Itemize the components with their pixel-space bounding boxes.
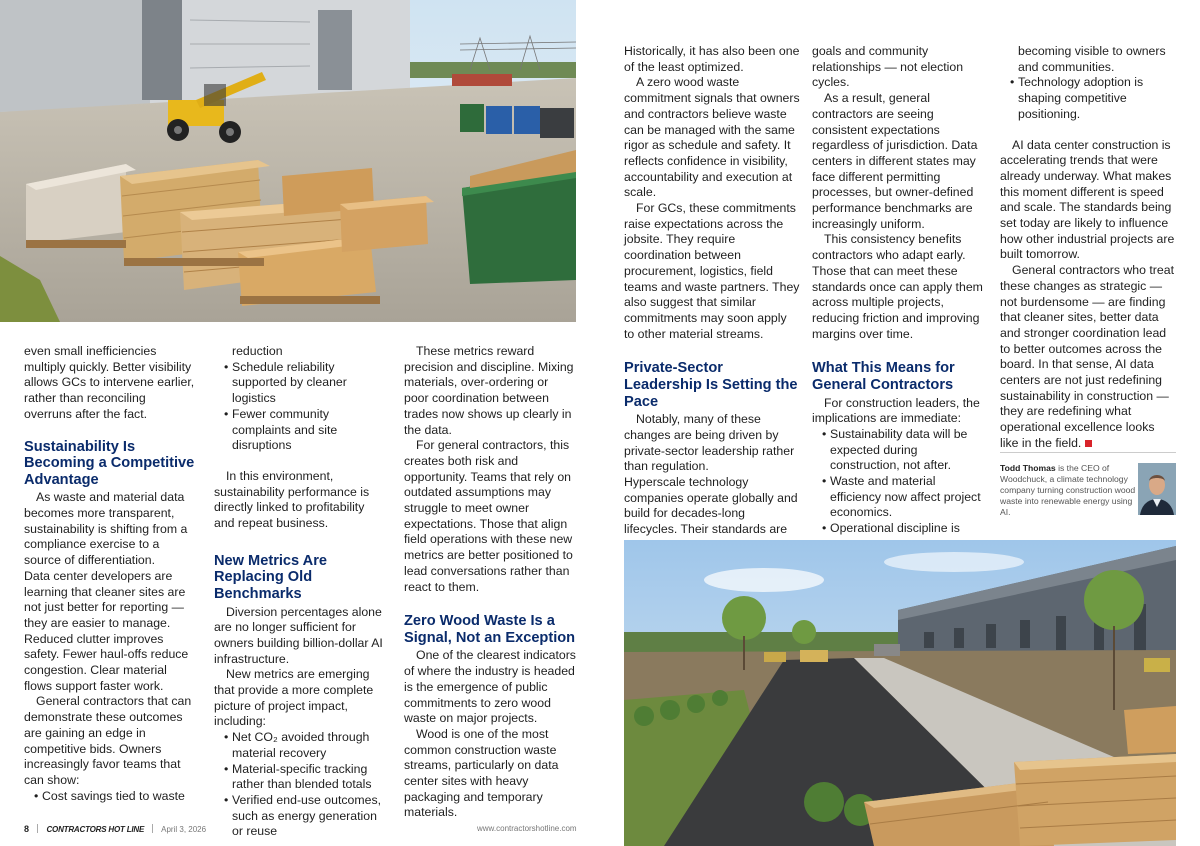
bullet-item: • Schedule reliability supported by cleaner logistics xyxy=(214,360,386,407)
bullet-item: • Verified end-use outcomes, such as energy generation or reuse xyxy=(214,793,386,840)
paragraph: Diversion percentages alone are no longer sufficient for owners building billion-dollar AI infrastructure. xyxy=(214,604,383,666)
section-heading: Zero Wood Waste Is a Signal, Not an Exception xyxy=(404,613,576,646)
paragraph: In this environment, sustainability performance is directly linked to profitability and repeat business. xyxy=(214,468,370,531)
page-number: 8 xyxy=(24,824,30,834)
bullet-item: • Operational discipline is xyxy=(812,521,984,537)
paragraph: even small inefficiencies multiply quickly. Better visibility allows GCs to intervene earlier, rather than reconciling overruns after the fact. xyxy=(24,344,195,421)
divider xyxy=(152,824,153,833)
paragraph: Notably, many of these changes are being driven by private-sector leadership rather than regulation. xyxy=(624,412,795,474)
magazine-logo: CONTRACTORS HOT LINE xyxy=(46,825,145,834)
paragraph: One of the clearest indicators of where the industry is headed is the emergence of public commitments to zero wood waste on major projects. xyxy=(404,648,576,726)
paragraph: Data center developers are learning that cleaner sites are not just better for reporting — they are easier to manage. Reduced clutter improves safety. Fewer haul-offs reduce congestion. Clear material flows support faster work. xyxy=(24,568,189,693)
paragraph: Wood is one of the most common construction waste streams, particularly on data center sites with heavy packaging and temporary materials. xyxy=(404,726,559,820)
paragraph: As waste and material data becomes more transparent, sustainability is shifting from a compliance exercise to a source of differentiation. xyxy=(24,490,188,568)
paragraph: General contractors that can demonstrate these outcomes are gaining an edge in competitive bids. Owners increasingly favor teams that can show: xyxy=(24,694,192,787)
section-heading: Sustainability Is Becoming a Competitive Advantage xyxy=(24,438,195,488)
author-bio xyxy=(1000,463,1176,519)
left-column-3 xyxy=(404,344,576,821)
author-name: Todd Thomas xyxy=(1000,463,1056,473)
end-of-article-mark xyxy=(1085,440,1092,447)
footer-url[interactable]: www.contractorshotline.com xyxy=(477,824,577,833)
right-column-1 xyxy=(624,44,800,569)
section-heading: Private-Sector Leadership Is Setting the Pace xyxy=(624,360,798,410)
paragraph: Historically, it has also been one of the least optimized. xyxy=(624,44,800,74)
paragraph: New metrics are emerging that provide a more complete picture of project impact, including: xyxy=(214,667,374,729)
author-headshot xyxy=(1138,463,1176,515)
left-footer xyxy=(24,824,206,834)
author-description: is the CEO of Woodchuck, a climate technology company turning construction wood waste into renewable energy using AI. xyxy=(1000,463,1136,517)
paragraph: For construction leaders, the implications are immediate: xyxy=(812,395,980,426)
bio-divider xyxy=(1000,452,1176,453)
bullet-item: • Net CO₂ avoided through material recovery xyxy=(214,730,386,761)
bullet-item: • Fewer community complaints and site disruptions xyxy=(214,407,386,454)
paragraph: For general contractors, this creates both risk and opportunity. Teams that rely on outdated assumptions may struggle to meet owner expectations. Those that align field operations with these new metrics are better positioned to lead conversations rather than react to them. xyxy=(404,438,573,594)
bullet-item: becoming visible to owners and communities. xyxy=(1018,44,1166,74)
bullet-item: • Sustainability data will be expected during construction, not after. xyxy=(812,427,984,474)
paragraph: AI data center construction is accelerating trends that were already underway. What makes this moment different is speed and scale. The standards being set today are likely to influence how other industrial projects are built tomorrow. xyxy=(1000,137,1175,262)
bio-text xyxy=(1000,463,1136,518)
paragraph: goals and community relationships — not election cycles. xyxy=(812,44,964,90)
paragraph: A zero wood waste commitment signals that owners and contractors believe waste can be managed with the same rigor as schedule and safety. It reflects confidence in visibility, accountability and execution at scale. xyxy=(624,75,800,200)
paragraph: This consistency benefits contractors who adapt early. Those that can meet these standards once can apply them across multiple projects, reducing friction and improving margins over time. xyxy=(812,232,983,341)
bullet-item: • Technology adoption is shaping competitive positioning. xyxy=(1000,75,1176,122)
left-column-1 xyxy=(24,344,196,804)
paragraph: Hyperscale technology companies operate globally and build for decades-long lifecycles. Their standards are xyxy=(624,474,798,537)
lumber-yard-photo xyxy=(0,0,576,322)
bullet-item: • Material-specific tracking rather than blended totals xyxy=(214,762,386,793)
paragraph: For GCs, these commitments raise expectations across the jobsite. They require coordination between procurement, logistics, field teams and waste partners. They also suggest that similar commitments may soon apply to other material streams. xyxy=(624,201,800,341)
right-column-2 xyxy=(812,44,984,537)
data-center-photo xyxy=(624,540,1200,846)
section-heading: What This Means for General Contractors xyxy=(812,360,955,393)
left-column-2 xyxy=(214,344,386,840)
issue-date: April 3, 2026 xyxy=(161,825,207,834)
divider xyxy=(37,824,38,833)
bullet-item: • Cost savings tied to waste xyxy=(24,789,196,805)
closing-paragraph-text: General contractors who treat these changes as strategic — not burdensome — are finding that cleaner sites, better data and stronger coordination lead to better outcomes across the board. In that sense, AI data centers are not just redefining sustainability in construction — they are redefining what operational excellence looks like in the field. xyxy=(1000,263,1174,450)
section-heading: New Metrics Are Replacing Old Benchmarks xyxy=(214,552,328,602)
bullet-item: reduction xyxy=(232,344,283,358)
bullet-item: • Waste and material efficiency now affect project economics. xyxy=(812,474,984,521)
paragraph xyxy=(1000,263,1176,451)
paragraph: As a result, general contractors are seeing consistent expectations regardless of jurisdiction. Data centers in different states may face different permitting processes, but owner-defined performance benchmarks are increasingly uniform. xyxy=(812,91,978,231)
right-column-3 xyxy=(1000,44,1176,452)
paragraph: These metrics reward precision and discipline. Mixing materials, over-ordering or poor coordination between trades now shows up clearly in the data. xyxy=(404,344,574,437)
